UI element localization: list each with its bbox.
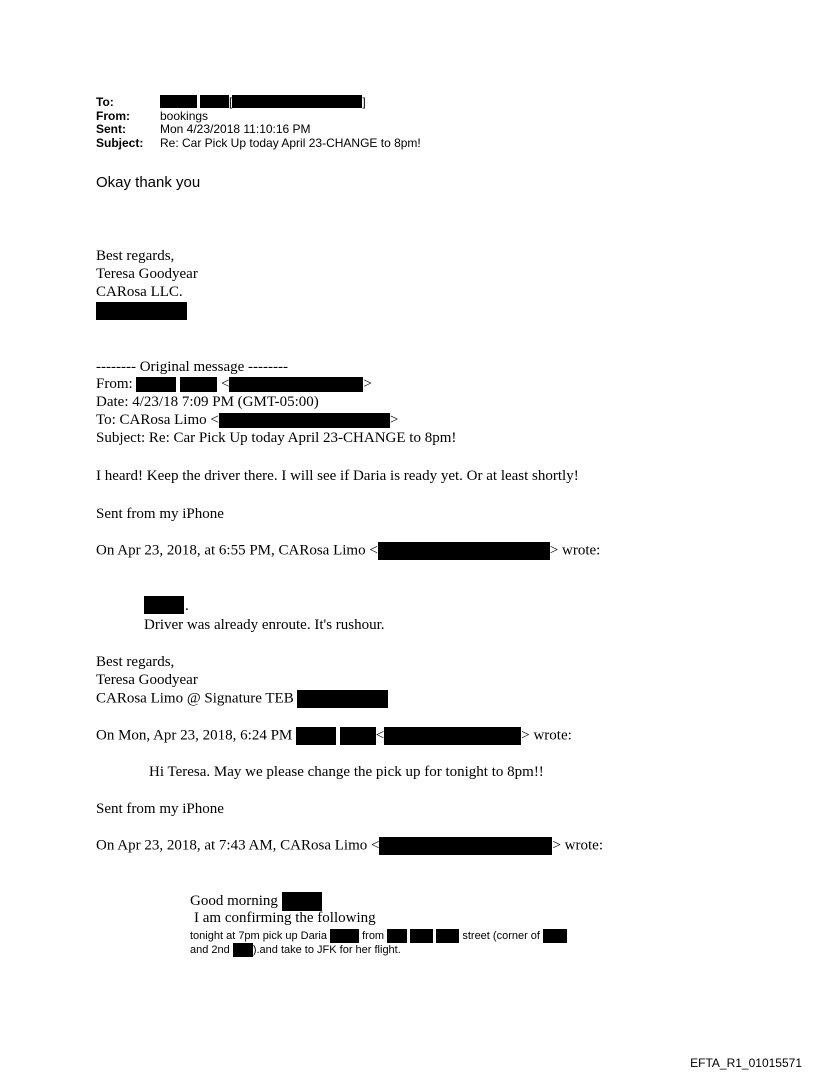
redaction <box>229 377 363 392</box>
greeting <box>190 892 322 911</box>
quote-message: Hi Teresa. May we please change the pick up for tonight to 8pm!! <box>149 764 544 780</box>
to-label: To: <box>96 95 114 109</box>
redaction <box>233 943 253 957</box>
quote-intro <box>96 542 600 560</box>
original-from <box>96 376 372 393</box>
redaction <box>379 837 552 855</box>
detail-text: and 2nd <box>190 943 230 956</box>
subject-label: Subject: <box>96 136 144 150</box>
gt: > <box>389 412 399 428</box>
signature-line: CARosa LLC. <box>96 284 183 300</box>
quote-intro-prefix: On Mon, Apr 23, 2018, 6:24 PM <box>96 727 293 744</box>
gt: > <box>363 376 372 392</box>
redaction <box>96 302 187 320</box>
from-value: bookings <box>160 109 209 123</box>
redaction <box>378 542 550 560</box>
redaction <box>219 413 390 428</box>
redaction <box>410 929 433 943</box>
subject-value: Re: Car Pick Up today April 23-CHANGE to 8pm! <box>160 136 421 150</box>
sent-value: Mon 4/23/2018 11:10:16 PM <box>160 122 311 136</box>
signature-line: Best regards, <box>96 248 175 264</box>
signature-line: Teresa Goodyear <box>96 266 198 282</box>
bracket: ] <box>362 95 366 109</box>
quote-intro-suffix: > wrote: <box>552 837 603 854</box>
quote-line: Driver was already enroute. It's rushour. <box>144 617 385 633</box>
lt: < <box>220 376 230 392</box>
pickup-detail <box>190 929 567 943</box>
redaction <box>330 929 359 943</box>
redaction <box>543 929 567 943</box>
original-to <box>96 412 398 429</box>
redaction <box>436 929 459 943</box>
quote-intro-prefix: On Apr 23, 2018, at 6:55 PM, CARosa Limo < <box>96 542 378 559</box>
redaction <box>282 892 322 911</box>
original-message: I heard! Keep the driver there. I will see if Daria is ready yet. Or at least shortly! <box>96 468 579 484</box>
quote-intro-suffix: > wrote: <box>549 542 601 559</box>
bracket: [ <box>229 95 233 109</box>
reply-text: Okay thank you <box>96 174 201 191</box>
redaction <box>296 727 336 745</box>
original-date: Date: 4/23/18 7:09 PM (GMT-05:00) <box>96 394 319 410</box>
period: . <box>185 598 189 614</box>
to-prefix: To: CARosa Limo < <box>96 412 219 428</box>
sent-from-iphone: Sent from my iPhone <box>96 506 224 522</box>
detail-text: from <box>362 929 385 942</box>
signature-line: Best regards, <box>96 654 175 670</box>
redaction <box>160 95 197 108</box>
quote-intro-suffix: > wrote: <box>521 727 572 744</box>
redaction <box>297 690 388 708</box>
signature-line <box>96 690 388 708</box>
quote-intro <box>96 727 572 745</box>
sent-from-iphone: Sent from my iPhone <box>96 801 224 817</box>
redaction <box>340 727 376 745</box>
signature-text: CARosa Limo @ Signature TEB <box>96 690 294 707</box>
detail-text: street (corner of <box>462 929 540 942</box>
greeting-text: Good morning <box>190 892 278 909</box>
original-subject: Subject: Re: Car Pick Up today April 23-CHANGE to 8pm! <box>96 430 457 446</box>
redaction <box>144 596 184 614</box>
redaction <box>180 377 217 392</box>
redaction <box>200 95 229 108</box>
email-header <box>96 95 421 150</box>
quote-intro <box>96 837 603 855</box>
redaction <box>387 929 407 943</box>
quote-intro-prefix: On Apr 23, 2018, at 7:43 AM, CARosa Limo < <box>96 837 380 854</box>
detail-text: ).and take to JFK for her flight. <box>252 943 401 956</box>
pickup-detail <box>190 943 401 957</box>
confirm-line: I am confirming the following <box>194 910 376 926</box>
redaction <box>136 377 176 392</box>
lt: < <box>375 727 385 744</box>
signature-line: Teresa Goodyear <box>96 672 198 688</box>
redaction <box>384 727 521 745</box>
sent-label: Sent: <box>96 122 126 136</box>
detail-text: tonight at 7pm pick up Daria <box>190 929 327 942</box>
redaction <box>232 95 362 108</box>
original-separator: -------- Original message -------- <box>96 359 288 375</box>
document-id: EFTA_R1_01015571 <box>690 1056 802 1070</box>
from-prefix: From: <box>96 376 133 392</box>
from-label: From: <box>96 109 130 123</box>
